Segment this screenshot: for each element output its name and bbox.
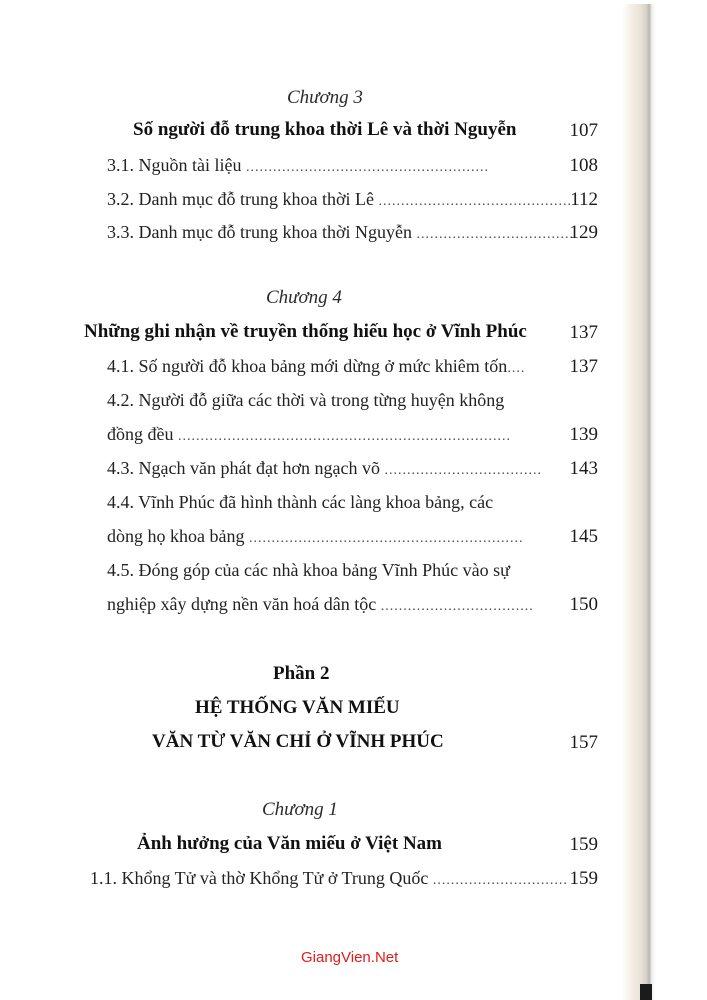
toc-entry-4-2-line2[interactable] <box>107 424 511 445</box>
toc-leader-dots: ........................................... <box>378 194 572 209</box>
toc-entry-4-5-line1[interactable]: 4.5. Đóng góp của các nhà khoa bảng Vĩnh Phúc vào sự <box>107 560 510 580</box>
chapter-3-label: Chương 3 <box>287 87 363 108</box>
toc-entry-3-3[interactable] <box>107 222 574 243</box>
page-corner-dark <box>640 984 652 1000</box>
toc-entry-text: 3.2. Danh mục đỗ trung khoa thời Lê <box>107 189 374 209</box>
toc-entry-4-3-page: 143 <box>569 458 598 479</box>
toc-entry-text: dòng họ khoa bảng <box>107 526 245 546</box>
toc-leader-dots: ................................... <box>384 463 542 478</box>
chapter-4-label: Chương 4 <box>266 287 342 308</box>
toc-entry-4-3[interactable] <box>107 458 542 479</box>
toc-leader-dots: .......................................................................... <box>178 429 511 444</box>
toc-leader-dots: ...................................................... <box>245 160 489 175</box>
toc-entry-3-3-page: 129 <box>569 222 598 243</box>
toc-entry-3-2-page: 112 <box>570 189 598 210</box>
toc-entry-4-4-page: 145 <box>569 526 598 547</box>
toc-entry-text: 4.3. Ngạch văn phát đạt hơn ngạch võ <box>107 458 380 478</box>
watermark-text: GiangVien.Net <box>301 949 399 966</box>
part-2-chapter-1-page: 159 <box>569 834 598 855</box>
toc-entry-4-5-line2[interactable] <box>107 594 534 615</box>
toc-leader-dots: .................................. <box>380 599 534 614</box>
page-edge-shadow <box>622 4 656 1000</box>
toc-entry-1-1[interactable] <box>90 868 568 889</box>
toc-entry-3-2[interactable] <box>107 189 572 210</box>
toc-entry-text: 4.1. Số người đỗ khoa bảng mới dừng ở mức khiêm tốn <box>107 356 508 376</box>
toc-entry-3-1[interactable] <box>107 155 489 176</box>
toc-entry-text: đồng đều <box>107 424 174 444</box>
toc-entry-4-5-page: 150 <box>569 594 598 615</box>
toc-leader-dots: .... <box>507 361 526 376</box>
toc-entry-4-1[interactable] <box>107 356 525 377</box>
toc-entry-text: nghiệp xây dựng nền văn hoá dân tộc <box>107 594 377 614</box>
part-2-chapter-1-title: Ảnh hưởng của Văn miếu ở Việt Nam <box>137 833 442 854</box>
toc-leader-dots: ............................................................. <box>248 531 524 546</box>
toc-entry-1-1-page: 159 <box>569 868 598 889</box>
toc-entry-4-4-line1[interactable]: 4.4. Vĩnh Phúc đã hình thành các làng khoa bảng, các <box>107 492 494 512</box>
toc-entry-text: 1.1. Khổng Tử và thờ Khổng Tử ở Trung Quốc <box>90 868 429 888</box>
part-2-label: Phần 2 <box>273 663 330 684</box>
toc-entry-4-1-page: 137 <box>569 356 598 377</box>
part-2-title-line1: HỆ THỐNG VĂN MIẾU <box>195 697 400 718</box>
chapter-4-page: 137 <box>569 322 598 343</box>
toc-entry-3-1-page: 108 <box>569 155 598 176</box>
toc-entry-text: 3.1. Nguồn tài liệu <box>107 155 242 175</box>
chapter-3-page: 107 <box>569 120 598 141</box>
part-2-page: 157 <box>569 732 598 753</box>
part-2-chapter-1-label: Chương 1 <box>262 799 338 820</box>
toc-entry-4-2-line1[interactable]: 4.2. Người đỗ giữa các thời và trong từng huyện không <box>107 390 505 410</box>
toc-entry-text: 3.3. Danh mục đỗ trung khoa thời Nguyễn <box>107 222 412 242</box>
toc-leader-dots: .............................. <box>432 873 568 888</box>
toc-leader-dots: ................................... <box>416 227 574 242</box>
toc-entry-4-2-page: 139 <box>569 424 598 445</box>
part-2-title-line2: VĂN TỪ VĂN CHỈ Ở VĨNH PHÚC <box>152 731 444 752</box>
chapter-4-title: Những ghi nhận về truyền thống hiếu học ở Vĩnh Phúc <box>84 321 527 342</box>
chapter-3-title: Số người đỗ trung khoa thời Lê và thời Nguyễn <box>133 119 517 140</box>
toc-entry-4-4-line2[interactable] <box>107 526 523 547</box>
